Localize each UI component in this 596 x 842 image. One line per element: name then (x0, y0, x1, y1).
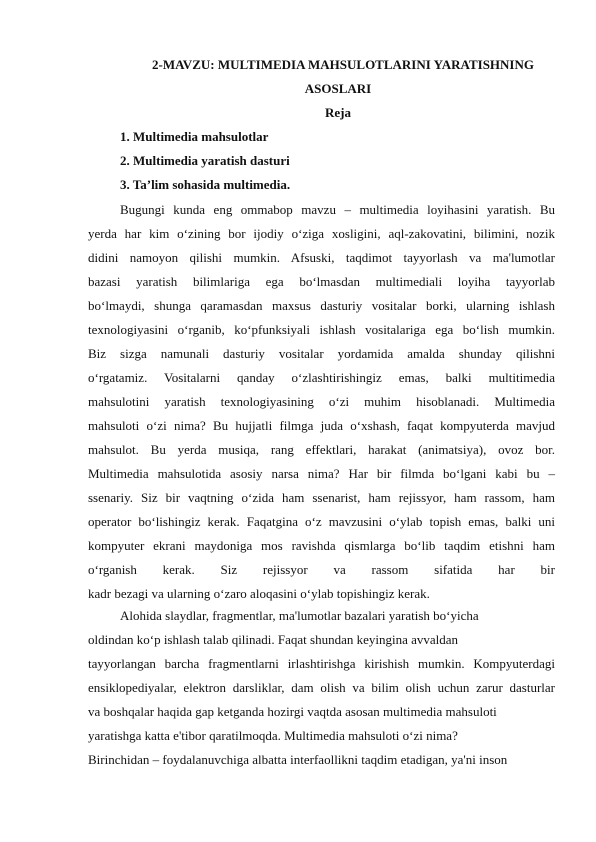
body-paragraph-2 (88, 608, 555, 776)
paragraph-line: bo‘lmaydi, shunga qaramasdan maxsus dasturiy vositalar borki, ularning ishlash (88, 298, 555, 313)
document-title-line-2: ASOSLARI (304, 81, 372, 96)
paragraph-line: kadr bezagi va ularning o‘zaro aloqasini o‘ylab topishingiz kerak. (88, 586, 430, 601)
paragraph-line: kompyuter ekrani maydoniga mos ravishda qismlarga bo‘lib taqdim etishni ham (88, 538, 555, 553)
paragraph-line: mahsulot. Bu yerda musiqa, rang effektlari, harakat (animatsiya), ovoz bor. (88, 442, 555, 457)
paragraph-line: mahsulotini yaratish texnologiyasining o‘zi muhim hisoblanadi. Multimedia (88, 394, 555, 409)
plan-heading: Reja (325, 105, 351, 120)
document-title-line-1: 2-MAVZU: MULTIMEDIA MAHSULOTLARINI YARATISHNING (152, 57, 534, 72)
paragraph-line: texnologiyasini o‘rganib, ko‘pfunksiyali ishlash vositalariga ega bo‘lish mumkin. (88, 322, 555, 337)
body-paragraph-1 (88, 202, 555, 610)
paragraph-line: Alohida slaydlar, fragmentlar, ma'lumotlar bazalari yaratish bo‘yicha (120, 608, 479, 623)
paragraph-line: mahsuloti o‘zi nima? Bu hujjatli filmga juda o‘xshash, faqat kompyuterda mavjud (88, 418, 555, 433)
paragraph-line: Birinchidan – foydalanuvchiga albatta interfaollikni taqdim etadigan, ya'ni inson (88, 752, 508, 767)
plan-item: 2. Multimedia yaratish dasturi (120, 153, 290, 168)
paragraph-line: operator bo‘lishingiz kerak. Faqatgina o‘z mavzusini o‘ylab topish emas, balki uni (88, 514, 555, 529)
paragraph-line: o‘rgatamiz. Vositalarni qanday o‘zlashtirishingiz emas, balki multitimedia (88, 370, 555, 385)
paragraph-line: va boshqalar haqida gap ketganda hozirgi vaqtda asosan multimedia mahsuloti (88, 704, 497, 719)
paragraph-line: Biz sizga namunali dasturiy vositalar yordamida amalda shunday qilishni (88, 346, 555, 361)
paragraph-line: tayyorlangan barcha fragmentlarni irlashtirishga kirishish mumkin. Kompyuterdagi (88, 656, 555, 671)
paragraph-line: yaratishga katta e'tibor qaratilmoqda. Multimedia mahsuloti o‘zi nima? (88, 728, 458, 743)
paragraph-line: bazasi yaratish bilimlariga ega bo‘lmasdan multimediali loyiha tayyorlab (88, 274, 555, 289)
paragraph-line: oldindan ko‘p ishlash talab qilinadi. Faqat shundan keyingina avvaldan (88, 632, 459, 647)
paragraph-line: ensiklopediyalar, elektron darsliklar, dam olish va bilim olish uchun zarur dasturlar (88, 680, 555, 695)
paragraph-line: didini namoyon qilishi mumkin. Afsuski, taqdimot tayyorlash va ma'lumotlar (88, 250, 555, 265)
paragraph-line: Multimedia mahsulotida asosiy narsa nima? Har bir filmda bo‘lgani kabi bu – (88, 466, 555, 481)
paragraph-line: Bugungi kunda eng ommabop mavzu – multimedia loyihasini yaratish. Bu (120, 202, 555, 217)
plan-item: 1. Multimedia mahsulotlar (120, 129, 269, 144)
plan-item: 3. Ta’lim sohasida multimedia. (120, 177, 291, 192)
paragraph-line: o‘rganish kerak. Siz rejissyor va rassom sifatida har bir (88, 562, 555, 577)
paragraph-line: yerda har kim o‘zining bor ijodiy o‘ziga xosligini, aql-zakovatini, bilimini, nozik (88, 226, 555, 241)
paragraph-line: ssenariy. Siz bir vaqtning o‘zida ham ssenarist, ham rejissyor, ham rassom, ham (88, 490, 555, 505)
